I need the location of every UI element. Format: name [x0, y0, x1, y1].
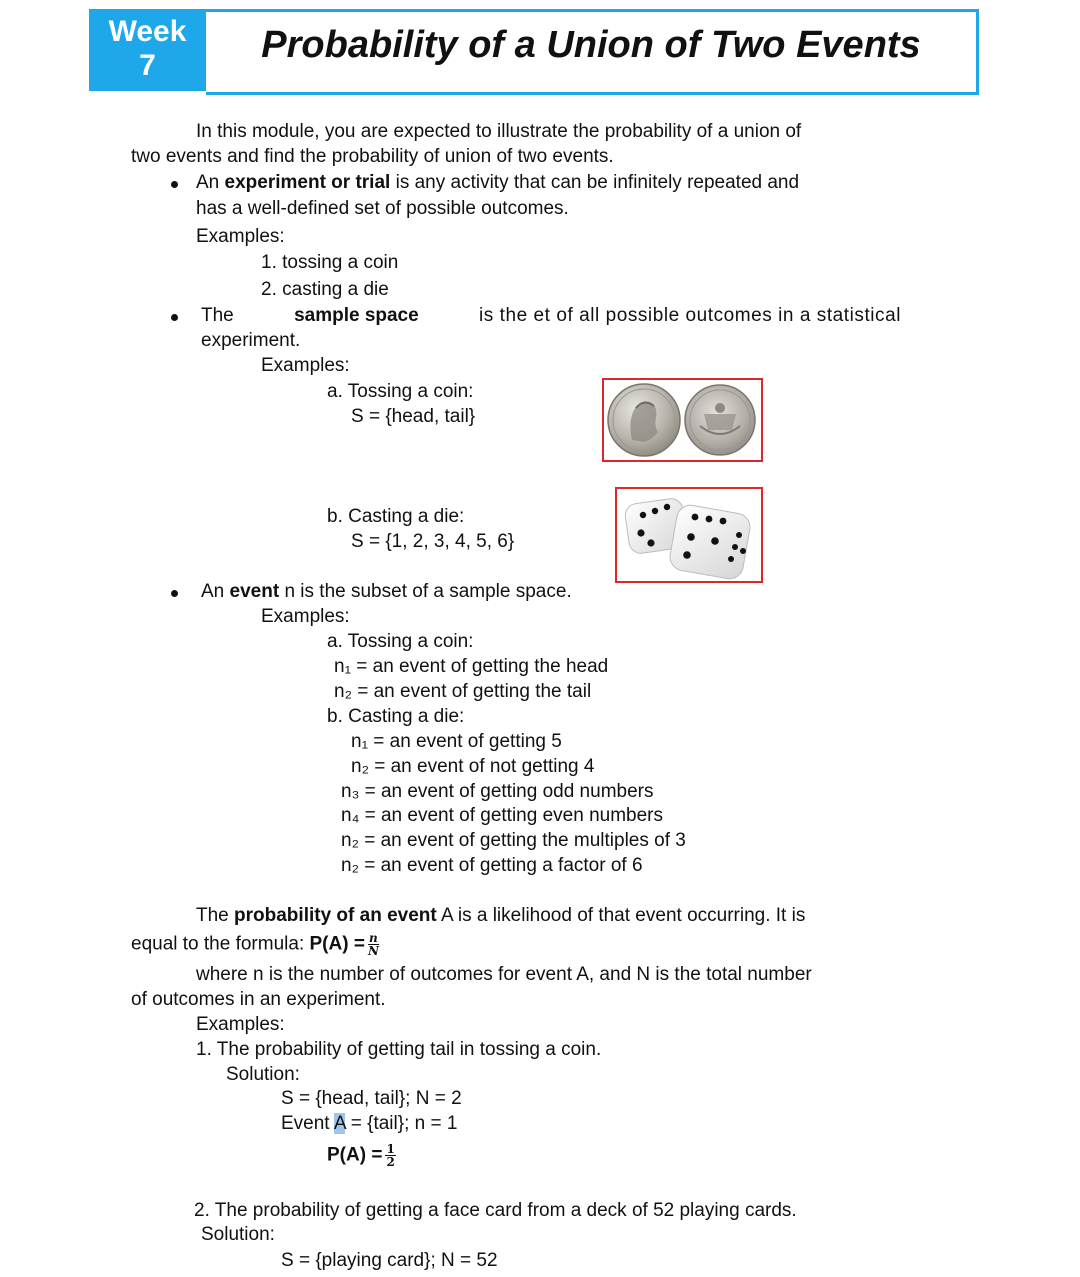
experiment-line-2: has a well-defined set of possible outcomes.: [196, 198, 569, 219]
sample-space-line-2: experiment.: [201, 330, 301, 351]
sample-space-post: is the et of all possible outcomes in a statistical: [479, 305, 901, 326]
experiment-definition: [196, 171, 799, 195]
result-denominator: 2: [386, 1155, 395, 1169]
sample-space-term: sample space: [294, 305, 419, 326]
probability-post: A is a likelihood of that event occurring. It is: [436, 905, 806, 926]
week-label: Week: [108, 15, 187, 48]
event-b-item: n₁ = an event of getting 5: [351, 731, 562, 752]
sample-space-pre: The: [201, 305, 234, 326]
probability-example-1-result: [327, 1143, 396, 1168]
event-post: n is the subset of a sample space.: [279, 581, 572, 602]
event-a-highlight: A: [333, 1113, 346, 1134]
page-title: Probability of a Union of Two Events: [261, 24, 921, 66]
dice-image: [615, 487, 763, 583]
intro-line-2: two events and find the probability of union of two events.: [131, 146, 614, 167]
experiment-pre: An: [196, 172, 225, 193]
coins-image: [602, 378, 763, 462]
formula-numerator: n: [369, 931, 378, 945]
sample-space-definition: [201, 304, 901, 328]
sample-space-a-set: S = {head, tail}: [351, 406, 476, 427]
probability-where-2: of outcomes in an experiment.: [131, 989, 386, 1010]
event-pre: An: [201, 581, 230, 602]
event-b-item: n₄ = an event of getting even numbers: [341, 805, 663, 826]
probability-example-1-event: [281, 1112, 457, 1136]
result-fraction: [385, 1143, 395, 1168]
event-b-item: n₂ = an event of getting a factor of 6: [341, 855, 643, 876]
probability-pre: The: [196, 905, 235, 926]
sample-space-b-label: b. Casting a die:: [327, 506, 465, 527]
event-a-item: n₁ = an event of getting the head: [334, 656, 609, 677]
probability-example-2-sample-space: S = {playing card}; N = 52: [281, 1250, 498, 1271]
coins-illustration: [604, 380, 761, 460]
dice-illustration: [617, 489, 761, 581]
bullet-dot: [171, 181, 178, 188]
bullet-dot: [171, 314, 178, 321]
event-definition: [201, 580, 572, 604]
experiment-example-1: 1. tossing a coin: [261, 252, 399, 273]
experiment-example-2: 2. casting a die: [261, 279, 389, 300]
event-b-item: n₂ = an event of not getting 4: [351, 756, 595, 777]
event-a-label: a. Tossing a coin:: [327, 631, 474, 652]
title-box: [206, 9, 979, 95]
probability-formula-line: [131, 932, 379, 957]
probability-example-2-solution: Solution:: [201, 1224, 275, 1245]
probability-examples-label: Examples:: [196, 1014, 285, 1035]
experiment-examples-label: Examples:: [196, 226, 285, 247]
event-b-item: n₂ = an event of getting the multiples of 3: [341, 830, 686, 851]
week-badge: [89, 9, 206, 91]
probability-example-2-title: 2. The probability of getting a face card from a deck of 52 playing cards.: [194, 1200, 797, 1221]
event-a-item: n₂ = an event of getting the tail: [334, 681, 592, 702]
probability-term: probability of an event: [234, 905, 437, 926]
bullet-dot: [171, 590, 178, 597]
sample-space-a-label: a. Tossing a coin:: [327, 381, 474, 402]
week-number: 7: [139, 49, 156, 82]
result-numerator: 1: [386, 1142, 395, 1156]
formula-denominator: N: [367, 944, 379, 958]
experiment-post: is any activity that can be infinitely repeated and: [390, 172, 800, 193]
event-b-item: n₃ = an event of getting odd numbers: [341, 781, 654, 802]
event-term: event: [229, 581, 280, 602]
probability-example-1-title: 1. The probability of getting tail in tossing a coin.: [196, 1039, 602, 1060]
probability-example-1-solution: Solution:: [226, 1064, 300, 1085]
formula-fraction: [368, 932, 379, 957]
event-post: = {tail}; n = 1: [345, 1113, 458, 1134]
event-pre: Event: [281, 1113, 334, 1134]
event-examples-label: Examples:: [261, 606, 350, 627]
formula-intro: equal to the formula:: [131, 933, 310, 955]
formula-lhs: P(A) =: [309, 933, 365, 955]
sample-space-examples-label: Examples:: [261, 355, 350, 376]
experiment-term: experiment or trial: [224, 172, 391, 193]
intro-line-1: In this module, you are expected to illustrate the probability of a union of: [196, 121, 802, 142]
probability-example-1-sample-space: S = {head, tail}; N = 2: [281, 1088, 462, 1109]
probability-where-1: where n is the number of outcomes for event A, and N is the total number: [196, 964, 812, 985]
event-b-label: b. Casting a die:: [327, 706, 465, 727]
result-lhs: P(A) =: [327, 1144, 383, 1166]
probability-definition: [196, 904, 805, 928]
sample-space-b-set: S = {1, 2, 3, 4, 5, 6}: [351, 531, 515, 552]
